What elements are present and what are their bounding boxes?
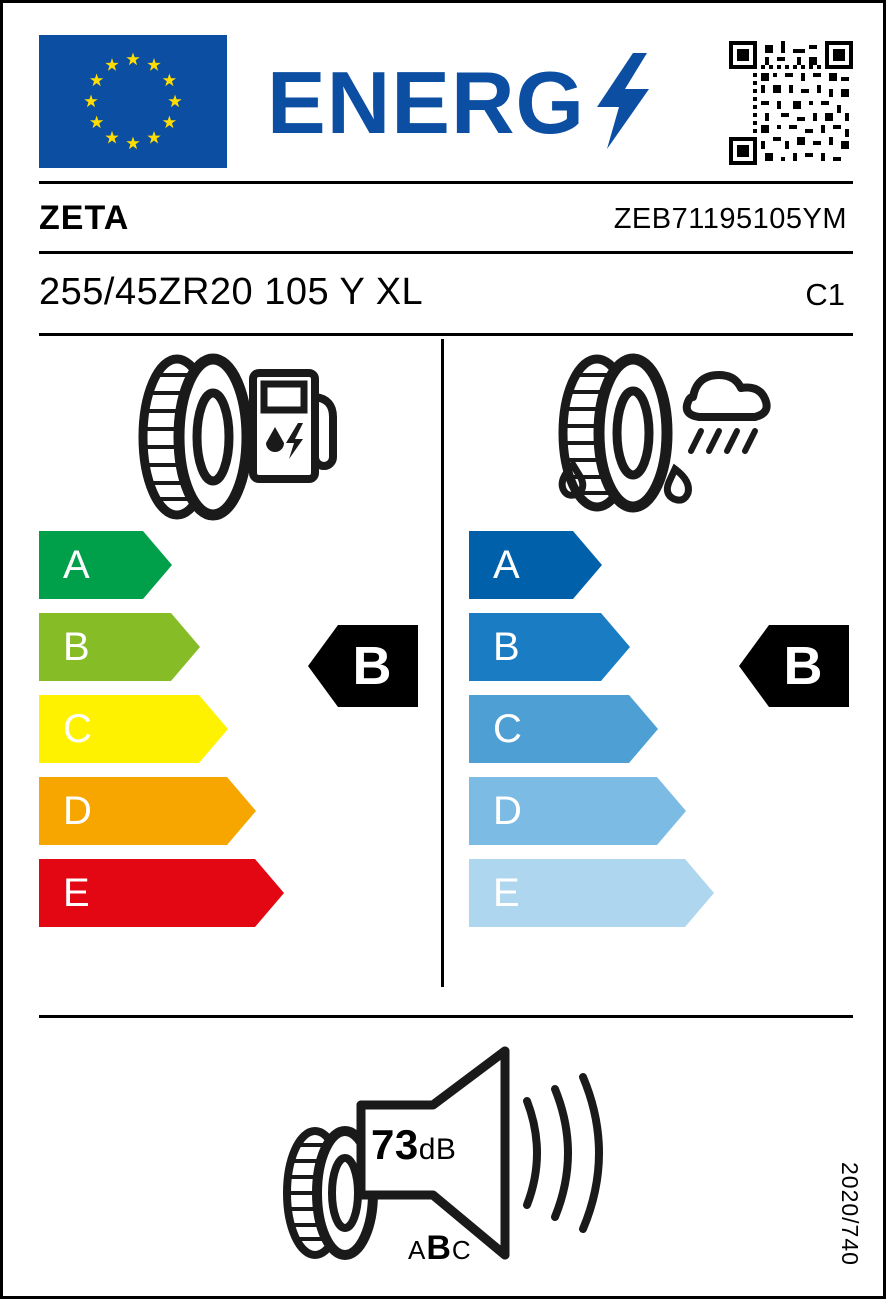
noise-value: 73 — [371, 1121, 419, 1168]
fuel-efficiency-scale — [39, 531, 284, 941]
noise-section — [283, 1043, 613, 1273]
fuel-grade-b — [39, 613, 284, 681]
lightning-bolt-icon — [593, 53, 651, 154]
noise-class-b: B — [426, 1229, 452, 1267]
wet-grade-b — [469, 613, 714, 681]
energ-text: ENERG — [267, 53, 585, 152]
wet-grade-c — [469, 695, 714, 763]
divider-bottom — [39, 1015, 853, 1018]
fuel-pump-tyre-icon — [123, 353, 343, 526]
wet-grade-d — [469, 777, 714, 845]
wet-result-badge — [739, 611, 849, 721]
fuel-grade-e — [39, 859, 284, 927]
regulation-code: 2020/740 — [837, 1162, 863, 1266]
noise-class-a: A — [408, 1235, 427, 1265]
wet-grade-d-label: D — [493, 789, 522, 833]
rain-cloud-tyre-icon — [543, 353, 773, 526]
wet-grade-b-label: B — [493, 625, 520, 669]
wet-grade-a — [469, 531, 714, 599]
wet-grip-scale — [469, 531, 714, 941]
fuel-result-badge — [308, 611, 418, 721]
tyre-size: 255/45ZR20 105 Y XL — [39, 271, 424, 313]
noise-unit: dB — [418, 1133, 457, 1166]
fuel-grade-b-label: B — [63, 625, 90, 669]
fuel-grade-d-label: D — [63, 789, 92, 833]
wet-grade-e-label: E — [493, 871, 520, 915]
noise-class-c: C — [451, 1235, 472, 1265]
fuel-result-letter: B — [352, 636, 392, 696]
eu-flag-icon — [39, 35, 227, 168]
fuel-grade-e-label: E — [63, 871, 90, 915]
noise-value-group — [371, 1121, 456, 1169]
tyre-class-code: C1 — [805, 277, 845, 312]
divider-mid — [39, 251, 853, 254]
fuel-grade-d — [39, 777, 284, 845]
fuel-grade-a-label: A — [63, 543, 90, 587]
divider-low — [39, 333, 853, 336]
qr-code-icon — [729, 41, 853, 165]
energ-wordmark — [267, 55, 651, 151]
wet-grade-e — [469, 859, 714, 927]
noise-class-group — [408, 1229, 472, 1268]
divider-top — [39, 181, 853, 184]
wet-grade-a-label: A — [493, 543, 520, 587]
wet-result-letter: B — [783, 636, 823, 696]
fuel-grade-c-label: C — [63, 707, 92, 751]
wet-grade-c-label: C — [493, 707, 522, 751]
fuel-grade-c — [39, 695, 284, 763]
brand-name: ZETA — [39, 199, 130, 237]
sku-code: ZEB71195105YM — [613, 203, 847, 235]
fuel-grade-a — [39, 531, 284, 599]
label-header — [39, 33, 853, 173]
panel-divider — [441, 339, 444, 987]
